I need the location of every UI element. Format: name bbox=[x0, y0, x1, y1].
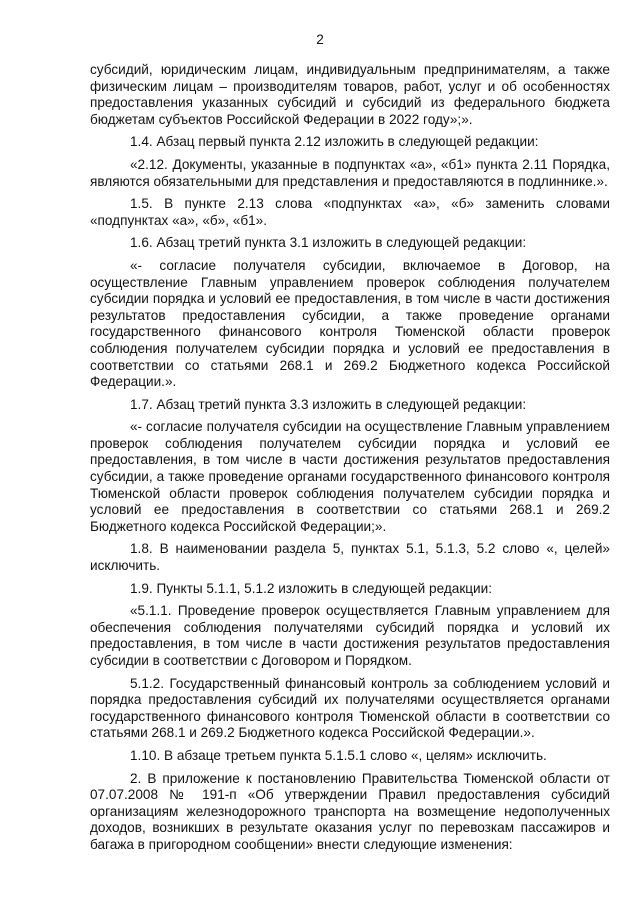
amendment-1-7-heading: 1.7. Абзац третий пункта 3.3 изложить в следующей редакции: bbox=[130, 396, 527, 412]
amendment-1-8-para: 1.8. В наименовании раздела 5, пунктах 5.1, 5.1.3, 5.2 слово «, целей» исключить. bbox=[90, 541, 610, 574]
amendment-1-5-para: 1.5. В пункте 2.13 слова «подпунктах «а», «б» заменить словами «подпунктах «а», «б», «б1». bbox=[90, 196, 610, 228]
amendment-1-6-text: «- согласие получателя субсидии, включаемое в Договор, на осуществление Главным управлением проверок соблюдения получателем субсидии порядка и условий ее предоставления, в том числе в части достижения результатов предоставления субсидии, а также проведение органами государственного финансового контроля Тюменской области проверок соблюдения получателем субсидии порядка и условий ее предоставления в соответствии со статьями 268.1 и 269.2 Бюджетного кодекса Российской Федерации.». bbox=[90, 257, 610, 390]
amendment-5-1-2-text: 5.1.2. Государственный финансовый контроль за соблюдением условий и порядка предоставления субсидий их получателями осуществляется органами государственного финансового контроля Тюменской области в соответствии со статьями 268.1 и 269.2 Бюджетного кодекса Российской Федерации.». bbox=[90, 675, 610, 741]
document-body bbox=[90, 62, 610, 860]
amendment-1-4-text: «2.12. Документы, указанные в подпунктах «а», «б1» пункта 2.11 Порядка, являются обязательными для представления и предоставляются в подлиннике.». bbox=[90, 156, 610, 189]
page-number: 2 bbox=[316, 32, 324, 47]
continuation-paragraph: субсидий, юридическим лицам, индивидуальным предпринимателям, а также физическим лицам – производителям товаров, работ, услуг и об особенностях предоставления указанных субсидий и субсидий из федерального бюджета бюджетам субъектов Российской Федерации в 2022 году»;». bbox=[90, 62, 610, 127]
section-2-intro: 2. В приложение к постановлению Правительства Тюменской области от 07.07.2008 № 191-п «Об утверждении Правил предоставления субсидий организациям железнодорожного транспорта на возмещение недополученных доходов, возникших в результате оказания услуг по перевозкам пассажиров и багажа в пригородном сообщении» внести следующие изменения: bbox=[90, 770, 610, 852]
amendment-1-9-heading: 1.9. Пункты 5.1.1, 5.1.2 изложить в следующей редакции: bbox=[130, 580, 493, 596]
amendment-5-1-1-text: «5.1.1. Проведение проверок осуществляется Главным управлением для обеспечения соблюдения получателями субсидий порядка и условий их предоставления, в том числе в части достижения результатов предоставления субсидии в соответствии с Договором и Порядком. bbox=[90, 603, 610, 668]
amendment-1-6-heading: 1.6. Абзац третий пункта 3.1 изложить в следующей редакции: bbox=[130, 235, 527, 251]
amendment-1-10-para: 1.10. В абзаце третьем пункта 5.1.5.1 слово «, целям» исключить. bbox=[130, 747, 547, 763]
amendment-1-7-text: «- согласие получателя субсидии на осуществление Главным управлением проверок соблюдения получателем субсидии порядка и условий ее предоставления, в том числе в части достижения результатов предоставления субсидии, а также проведение органами государственного финансового контроля Тюменской области проверок соблюдения получателем субсидии порядка и условий ее предоставления в соответствии со статьями 268.1 и 269.2 Бюджетного кодекса Российской Федерации;». bbox=[90, 419, 610, 534]
amendment-1-4-heading: 1.4. Абзац первый пункта 2.12 изложить в следующей редакции: bbox=[130, 134, 539, 150]
